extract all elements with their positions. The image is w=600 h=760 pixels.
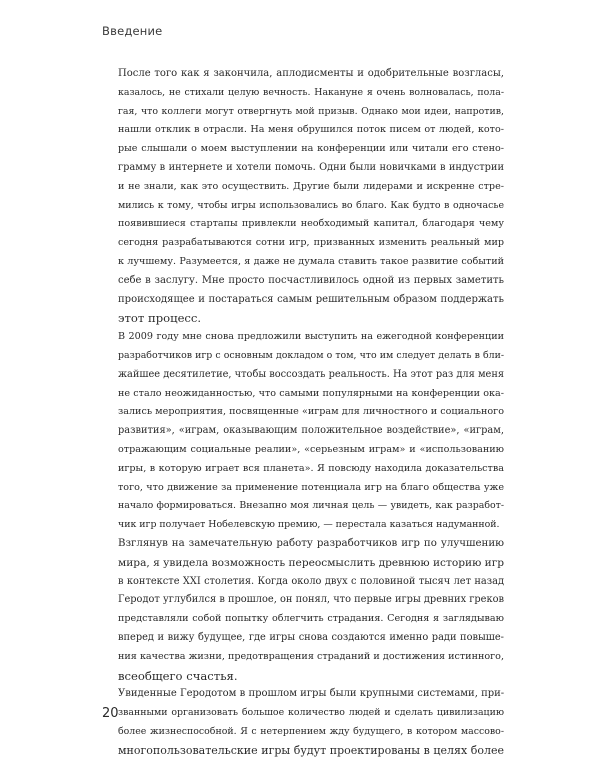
text-line: начало формироваться. Внезапно моя личная цель — увидеть, как разработ- [118, 500, 504, 512]
text-line: зались мероприятия, посвященные «играм для личностного и социального [118, 406, 504, 418]
text-line: происходящее и постараться самым решительным образом поддержать [118, 293, 504, 305]
text-line: разработчиков игр с основным докладом о том, что им следует делать в бли- [118, 349, 504, 361]
text-line: этот процесс. [118, 311, 202, 326]
text-line: себе в заслугу. Мне просто посчастливилось одной из первых заметить [118, 274, 504, 286]
text-line: ния качества жизни, предотвращения страданий и достижения истинного, [118, 650, 504, 662]
paragraph-2 [102, 328, 504, 535]
text-line: чик игр получает Нобелевскую премию, — перестала казаться надуманной. [118, 519, 500, 531]
text-line: грамму в интернете и хотели помочь. Одни были новичками в индустрии [118, 161, 504, 173]
paragraph-1 [102, 65, 504, 328]
text-line: всеобщего счастья. [118, 668, 238, 683]
text-line: того, что движение за применение потенциала игр на благо общества уже [118, 481, 504, 493]
text-line: в контексте XXI столетия. Когда около двух с половиной тысяч лет назад [118, 575, 504, 587]
paragraph-4 [102, 685, 504, 760]
text-line: появившиеся стартапы привлекли необходимый капитал, благодаря чему [118, 218, 504, 230]
text-line: рые слышали о моем выступлении на конференции или читали его стено- [118, 143, 504, 155]
text-line: После того как я закончила, аплодисменты и одобрительные возгласы, [118, 68, 504, 79]
page-number: 20 [102, 706, 119, 721]
text-line: многопользовательские игры будут проектированы в целях более [118, 743, 504, 757]
text-line: представляли собой попытку облегчить страдания. Сегодня я заглядываю [118, 613, 504, 625]
text-line: казалось, не стихали целую вечность. Накануне я очень волновалась, пола- [118, 86, 504, 98]
text-line: игры, в которую играет вся планета». Я повсюду находила доказательства [118, 462, 504, 474]
body-text [102, 65, 504, 760]
text-line: и не знали, как это осуществить. Другие были лидерами и искренне стре- [118, 180, 504, 192]
text-line: более жизнеспособной. Я с нетерпением жду будущего, в котором массово- [118, 725, 504, 737]
text-line: жайшее десятилетие, чтобы воссоздать реальность. На этот раз для меня [118, 368, 505, 380]
text-line: нашли отклик в отрасли. На меня обрушился поток писем от людей, кото- [118, 124, 504, 136]
text-line: званными организовать большое количество людей и сделать цивилизацию [118, 707, 504, 719]
text-line: Увиденные Геродотом в прошлом игры были крупными системами, при- [118, 688, 505, 700]
text-line: к лучшему. Разумеется, я даже не думала ставить такое развитие событий [118, 255, 504, 267]
text-line: мира, я увидела возможность переосмыслить древнюю историю игр [118, 556, 505, 569]
text-line: не стало неожиданностью, что самыми популярными на конференции ока- [118, 387, 504, 399]
text-line: Взглянув на замечательную работу разработчиков игр по улучшению [118, 537, 504, 549]
text-line: гая, что коллеги могут отвергнуть мой призыв. Однако мои идеи, напротив, [118, 105, 504, 117]
text-line: сегодня разрабатываются сотни игр, призванных изменить реальный мир [118, 237, 504, 249]
text-line: мились к тому, чтобы игры использовались во благо. Как будто в одночасье [118, 199, 504, 211]
text-line: развития», «играм, оказывающим положительное воздействие», «играм, [118, 425, 504, 437]
text-line: В 2009 году мне снова предложили выступить на ежегодной конференции [118, 331, 504, 343]
text-line: Геродот углубился в прошлое, он понял, что первые игры древних греков [118, 594, 504, 606]
text-line: отражающим социальные реалии», «серьезным играм» и «использованию [118, 443, 504, 455]
running-head: Введение [102, 24, 163, 38]
text-line: вперед и вижу будущее, где игры снова создаются именно ради повыше- [118, 631, 504, 643]
paragraph-3 [102, 535, 504, 685]
